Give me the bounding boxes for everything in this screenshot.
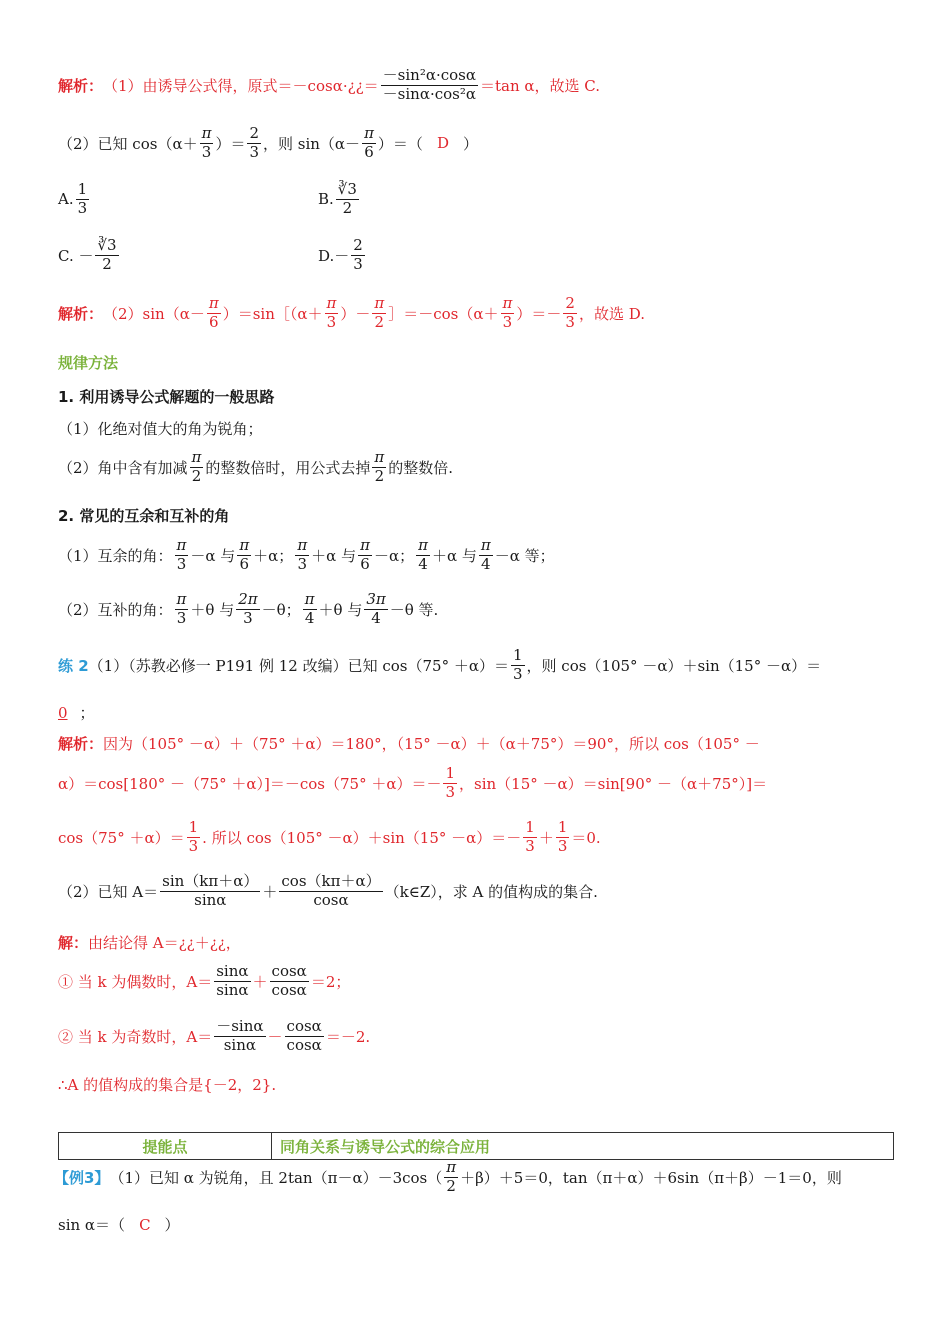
option-c: C. － $\frac{∛3}{2}$ — [58, 236, 117, 273]
rule-2-item-1: （1）互余的角： $\frac{\pi}{3}$ －α 与 $\frac{\pi}{6}$ ＋α； $\frac{\pi}{3}$ ＋α 与 $\frac{\pi}{6}$ －α； $\frac{\pi}{4}$ ＋α 与 $\frac{\pi}{4}$ －α 等； — [58, 536, 555, 573]
text: （1）由诱导公式得，原式＝－cosα·¿¿＝ — [103, 76, 379, 95]
example-3: 【例3】 （1）已知 α 为锐角，且 2tan（π－α）－3cos（ $\frac{\pi}{2}$ ＋β）＋5＝0，tan（π＋α）＋6sin（π＋β）－1＝0，则 — [54, 1158, 842, 1195]
text: ）＝（ — [377, 134, 423, 153]
exercise-2: 练 2 （1）（苏教必修一 P191 例 12 改编）已知 cos（75° ＋α）＝ $\frac{1}{3}$ ，则 cos（105° －α）＋sin（15° －α）＝ — [58, 646, 822, 683]
solution-label: 解析： — [58, 76, 104, 95]
text: （2）已知 cos（α＋ — [58, 134, 198, 153]
question-2b: （2）已知 A＝ $\frac{\sin(k\pi+\alpha)}{\sin\alpha}$ ＋ $\frac{\cos(k\pi+\alpha)}{\cos\alpha}$ （k∈Z），求 A 的值构成的集合. — [58, 872, 598, 909]
fraction: $\frac{2}{3}$ — [249, 124, 259, 161]
section-box — [58, 1132, 894, 1160]
exercise-2-answer: 0 ； — [58, 703, 95, 722]
answer: D — [436, 134, 449, 153]
answer-line-3: ② 当 k 为奇数时，A＝ $\frac{-\sin\alpha}{\sin\alpha}$ － $\frac{\cos\alpha}{\cos\alpha}$ ＝－2. — [58, 1017, 371, 1054]
fraction: $\frac{\pi}{3}$ — [201, 124, 212, 161]
solution-line-1 — [58, 68, 600, 103]
option-a: A. $\frac{1}{3}$ — [58, 180, 88, 217]
box-title: 同角关系与诱导公式的综合应用 — [280, 1137, 491, 1156]
box-label: 提能点 — [59, 1133, 272, 1159]
example-3-answer: sin α＝（ C ） — [58, 1215, 180, 1234]
section-title: 规律方法 — [58, 354, 119, 372]
answer-line-2: ① 当 k 为偶数时，A＝ $\frac{\sin\alpha}{\sin\alpha}$ ＋ $\frac{\cos\alpha}{\cos\alpha}$ ＝2； — [58, 962, 351, 999]
rule-1-item-1: （1）化绝对值大的角为锐角； — [58, 420, 263, 438]
fraction: $\frac{\text{－sin²α·cosα}}{\text{－sinα·cos²α}}$ — [382, 66, 476, 103]
rule-2-item-2: （2）互补的角： $\frac{\pi}{3}$ ＋θ 与 $\frac{2\pi}{3}$ －θ； $\frac{\pi}{4}$ ＋θ 与 $\frac{3\pi}{4}$ －θ 等. — [58, 590, 439, 627]
solution-line-3: 解析： 因为（105° －α）＋（75° ＋α）＝180°，（15° －α）＋（α＋75°）＝90°，所以 cos（105° － — [58, 735, 760, 753]
option-b: B. $\frac{∛3}{2}$ — [318, 180, 357, 217]
answer-line-4: ∴A 的值构成的集合是{－2，2}. — [58, 1076, 277, 1094]
fraction: $\frac{\pi}{6}$ — [364, 124, 374, 161]
solution-line-5: cos（75° ＋α）＝ $\frac{1}{3}$ . 所以 cos（105° －α）＋sin（15° －α）＝－ $\frac{1}{3}$ ＋ $\frac{1}{3}$ ＝0. — [58, 818, 601, 855]
solution-line-4: α）＝cos[180° －（75° ＋α）]＝－cos（75° ＋α）＝－ $\frac{1}{3}$ ，sin（15° －α）＝sin[90° －（α＋75°）]＝ — [58, 764, 768, 801]
answer-line-1: 解： 由结论得 A＝¿¿＋¿¿， — [58, 934, 241, 952]
rule-1-item-2: （2）角中含有加减 $\frac{\pi}{2}$ 的整数倍时，用公式去掉 $\frac{\pi}{2}$ 的整数倍. — [58, 448, 454, 485]
text: ） — [462, 134, 478, 153]
exercise-tag: 练 2 — [58, 656, 89, 675]
rule-2-title: 2. 常见的互余和互补的角 — [58, 507, 230, 525]
question-2 — [58, 126, 478, 161]
text: ）＝ — [215, 134, 246, 153]
option-d: D.－ $\frac{2}{3}$ — [318, 236, 363, 273]
text: ，则 sin（α－ — [263, 134, 361, 153]
text: ＝tan α，故选 C. — [480, 76, 601, 95]
rule-1-title: 1. 利用诱导公式解题的一般思路 — [58, 388, 275, 406]
solution-line-2: 解析： （2）sin（α－ $\frac{\pi}{6}$ ）＝sin［（α＋ $\frac{\pi}{3}$ ）－ $\frac{\pi}{2}$ ］＝－cos（α＋ $\frac{\pi}{3}$ ）＝－ $\frac{2}{3}$ ，故选 D. — [58, 294, 645, 331]
example-tag: 【例3】 — [54, 1168, 110, 1187]
